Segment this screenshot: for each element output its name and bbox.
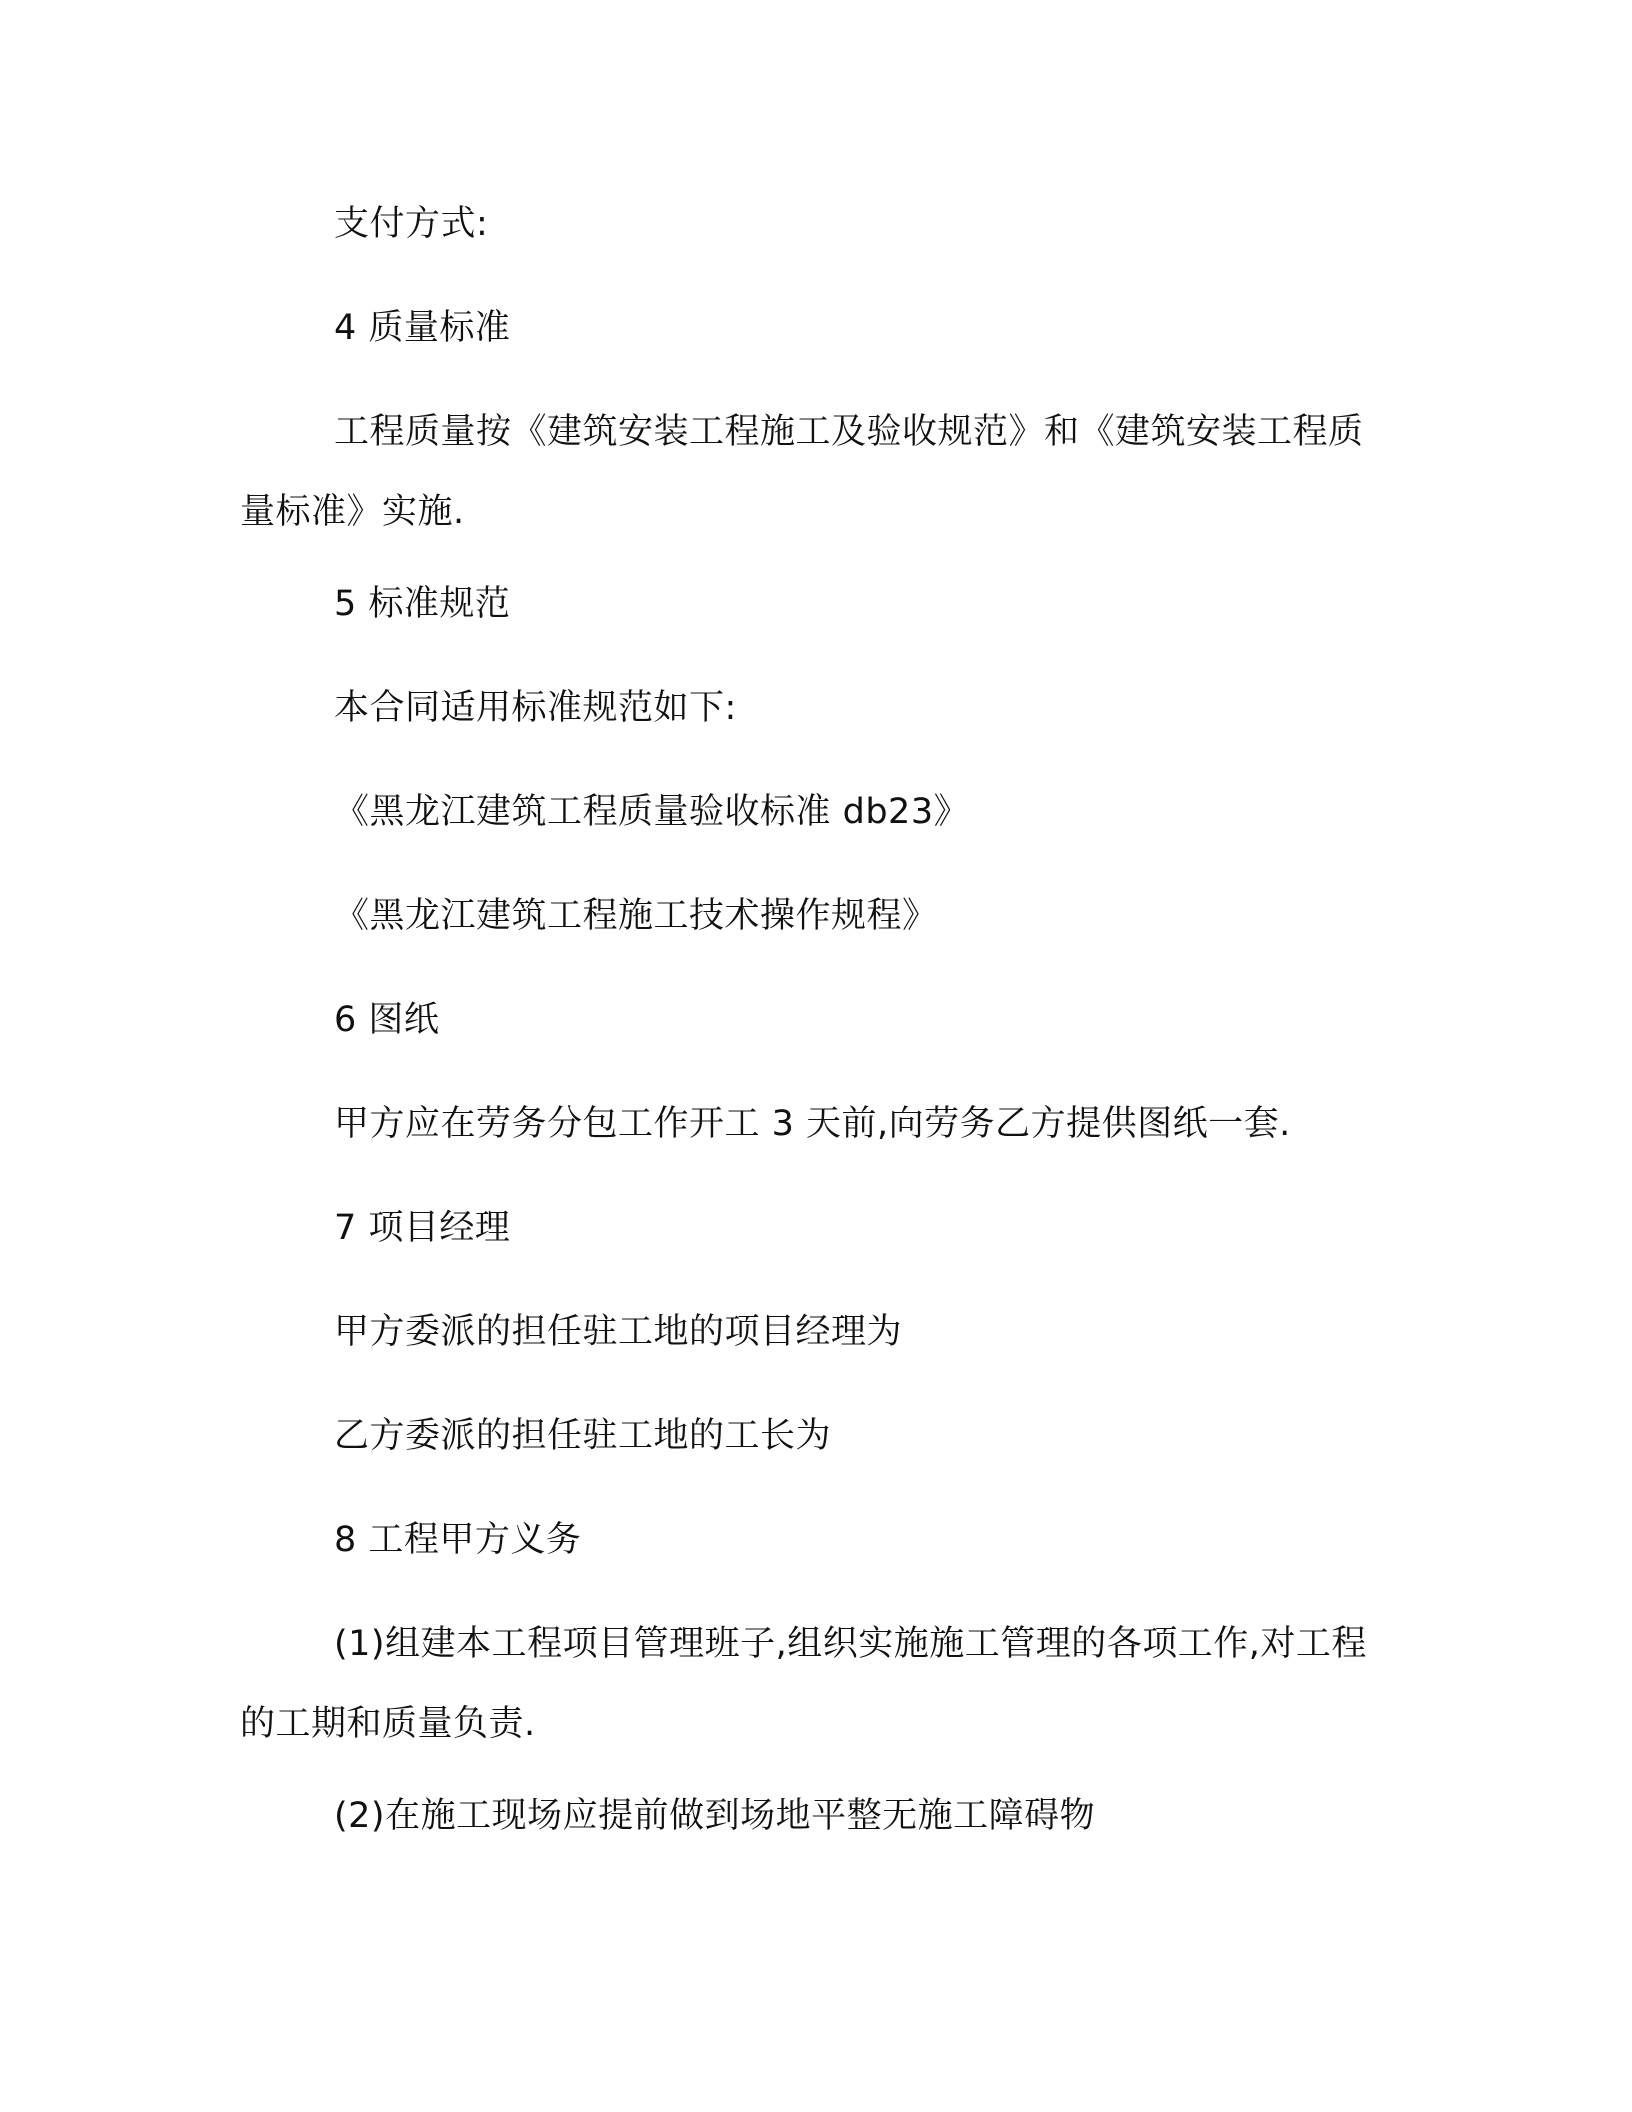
document-body	[240, 196, 1390, 1892]
paragraph-quality-standard: 工程质量按《建筑安装工程施工及验收规范》和《建筑安装工程质量标准》实施.	[240, 412, 1364, 532]
obligation-item-2: (2)在施工现场应提前做到场地平整无施工障碍物	[334, 1796, 1096, 1836]
paragraph-party-a-manager: 甲方委派的担任驻工地的项目经理为	[334, 1312, 903, 1352]
obligation-item-1: (1)组建本工程项目管理班子,组织实施施工管理的各项工作,对工程的工期和质量负责.	[240, 1624, 1367, 1744]
paragraph-payment-method: 支付方式:	[334, 204, 489, 244]
paragraph-applicable-specs: 本合同适用标准规范如下:	[334, 688, 737, 728]
heading-drawings: 6 图纸	[334, 1000, 440, 1040]
heading-project-manager: 7 项目经理	[334, 1208, 511, 1248]
spec-item-quality-acceptance: 《黑龙江建筑工程质量验收标准 db23》	[334, 792, 970, 832]
spec-item-operation-rules: 《黑龙江建筑工程施工技术操作规程》	[334, 896, 938, 936]
heading-standard-spec: 5 标准规范	[334, 584, 511, 624]
paragraph-party-b-foreman: 乙方委派的担任驻工地的工长为	[334, 1416, 832, 1456]
heading-party-a-obligations: 8 工程甲方义务	[334, 1520, 582, 1560]
heading-quality-standard: 4 质量标准	[334, 308, 511, 348]
paragraph-drawings: 甲方应在劳务分包工作开工 3 天前,向劳务乙方提供图纸一套.	[334, 1104, 1291, 1144]
